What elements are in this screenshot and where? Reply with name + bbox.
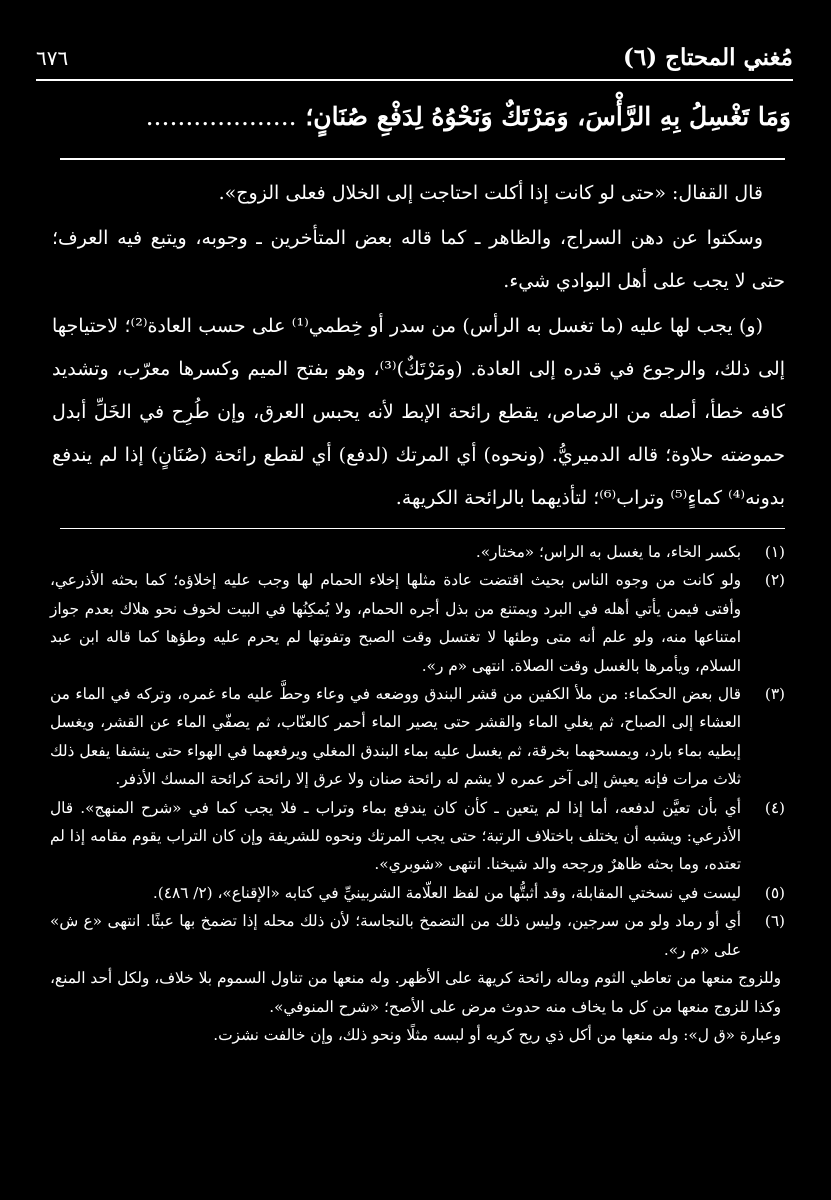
footnote-number: (١) bbox=[764, 543, 785, 561]
footnote bbox=[50, 794, 785, 879]
matn-dots: ................... bbox=[145, 102, 297, 131]
page-number: ٦٧٦ bbox=[36, 45, 69, 70]
footnote-text: أي بأن تعيَّن لدفعه، أما إذا لم يتعين ـ كأن كان يندفع بماء وتراب ـ فلا يجب كما في «شرح المنهج». قال الأذرعي: ويشبه أن يختلف باختلاف الرتبة؛ حتى يجب المرتك ونحوه للشريفة وإن كان التراب يقوم مقامه إذا لم تعتده، وما بحثه ظاهرٌ ورجحه والد شيخنا. انتهى «شوبري». bbox=[50, 798, 741, 874]
running-head bbox=[36, 44, 793, 81]
footnote-text: بكسر الخاء، ما يغسل به الراس؛ «مختار». bbox=[475, 543, 741, 561]
matn-line bbox=[40, 101, 791, 134]
commentary-body bbox=[52, 172, 785, 522]
footnote-continuation: وعبارة «ق ل»: وله منعها من أكل ذي ريح كريه أو لبسه مثلًا ونحو ذلك، وإن خالفت نشزت. bbox=[213, 1025, 781, 1044]
footnote-text: ليست في نسختي المقابلة، وقد أثبتُّها من لفظ العلّامة الشربينيِّ في كتابه «الإقناع»، (٢/ ٤٨٦). bbox=[152, 883, 741, 902]
footnotes-section bbox=[50, 538, 785, 1049]
footnote bbox=[50, 680, 785, 794]
footnote-number: (٥) bbox=[764, 883, 785, 902]
body-paragraph: (و) يجب لها عليه (ما تغسل به الرأس) من سدر أو خِطمي⁽¹⁾ على حسب العادة⁽²⁾؛ لاحتياجها إلى ذلك، والرجوع في قدره إلى العادة. (ومَرْتَكٌ)⁽³⁾، وهو بفتح الميم وكسرها معرّب، وتشديد كافه خطأ، أصله من الرصاص، يقطع رائحة الإبط لأنه يحبس العرق، وإن طُرِح في الخَلِّ أبدل حموضته حلاوة؛ قاله الدميريُّ. (ونحوه) أي المرتك (لدفع) أي لقطع رائحة (صُنَانٍ) إذا لم يندفع بدونه⁽⁴⁾ كماءٍ⁽⁵⁾ وتراب⁽⁶⁾؛ لتأذيهما بالرائحة الكريهة. bbox=[52, 315, 785, 509]
top-divider bbox=[60, 158, 785, 160]
footnote bbox=[50, 907, 785, 964]
footnote bbox=[50, 566, 785, 680]
footnote-number: (٦) bbox=[764, 912, 785, 931]
footnote-text: أي أو رماد ولو من سرجين، وليس ذلك من التضمخ بالنجاسة؛ لأن ذلك محله إذا تضمخ بها عبثًا. انتهى «ع ش» على «م ر». bbox=[50, 912, 741, 959]
body-paragraph: قال القفال: «حتى لو كانت إذا أكلت احتاجت إلى الخلال فعلى الزوج». bbox=[218, 182, 763, 204]
matn-text: وَمَا تَغْسِلُ بِهِ الرَّأْسَ، وَمَرْتَكٌ وَنَحْوُهُ لِدَفْعِ صُنَانٍ؛ bbox=[305, 102, 791, 131]
footnote-text: قال بعض الحكماء: من ملأ الكفين من قشر البندق ووضعه في وعاء وحطَّ عليه ماء غمره، وتركه في الماء من العشاء إلى الصباح، ثم يغلي الماء والقشر حتى يصير الماء أحمر كالعنّاب، ثم يصفّي الماء عن القشر، ويغسل إبطيه بماء بارد، ويمسحهما بخرقة، ثم يغسل عليه بماء البندق المغلي ويرفعهما في الهواء حتى ينشفا يفعل ذلك ثلاث مرات فإنه يعيش إلى آخر عمره لا يشم له رائحة صنان ولا عرق إلا رائحة كرائحة المسك الأذفر. bbox=[50, 685, 741, 789]
footnote-divider bbox=[60, 528, 785, 529]
footnote bbox=[50, 538, 785, 566]
footnote-number: (٣) bbox=[764, 685, 785, 704]
footnote bbox=[50, 879, 785, 907]
book-title: مُغني المحتاج (٦) bbox=[622, 44, 793, 71]
footnote-number: (٤) bbox=[764, 798, 785, 817]
body-paragraph: وسكتوا عن دهن السراج، والظاهر ـ كما قاله بعض المتأخرين ـ وجوبه، ويتبع فيه العرف؛ حتى لا يجب على أهل البوادي شيء. bbox=[52, 227, 785, 292]
footnote-number: (٢) bbox=[764, 571, 785, 590]
footnote-text: ولو كانت من وجوه الناس بحيث اقتضت عادة مثلها إخلاء الحمام لها وجب عليه إخلاؤه؛ كما بحثه الأذرعي، وأفتى فيمن يأتي أهله في البرد ويمتنع من بذل أجره الحمام، ولا يُمكِنُها في البيت لخوف نحو هلاك بعدم جواز امتناعها منه، ولو علم أنه متى وطئها لا تغتسل وقت الصبح وتفوتها لم يحرم عليه وطؤها كما قاله ابن عبد السلام، ويأمرها بالغسل وقت الصلاة. انتهى «م ر». bbox=[50, 571, 741, 675]
footnote-continuation: وللزوج منعها من تعاطي الثوم وماله رائحة كريهة على الأظهر. وله منعها من تناول السموم بلا خلاف، ولكل أحد المنع، وكذا للزوج منعها من كل ما يخاف منه حدوث مرض على الأصح؛ «شرح المنوفي». bbox=[50, 969, 781, 1016]
